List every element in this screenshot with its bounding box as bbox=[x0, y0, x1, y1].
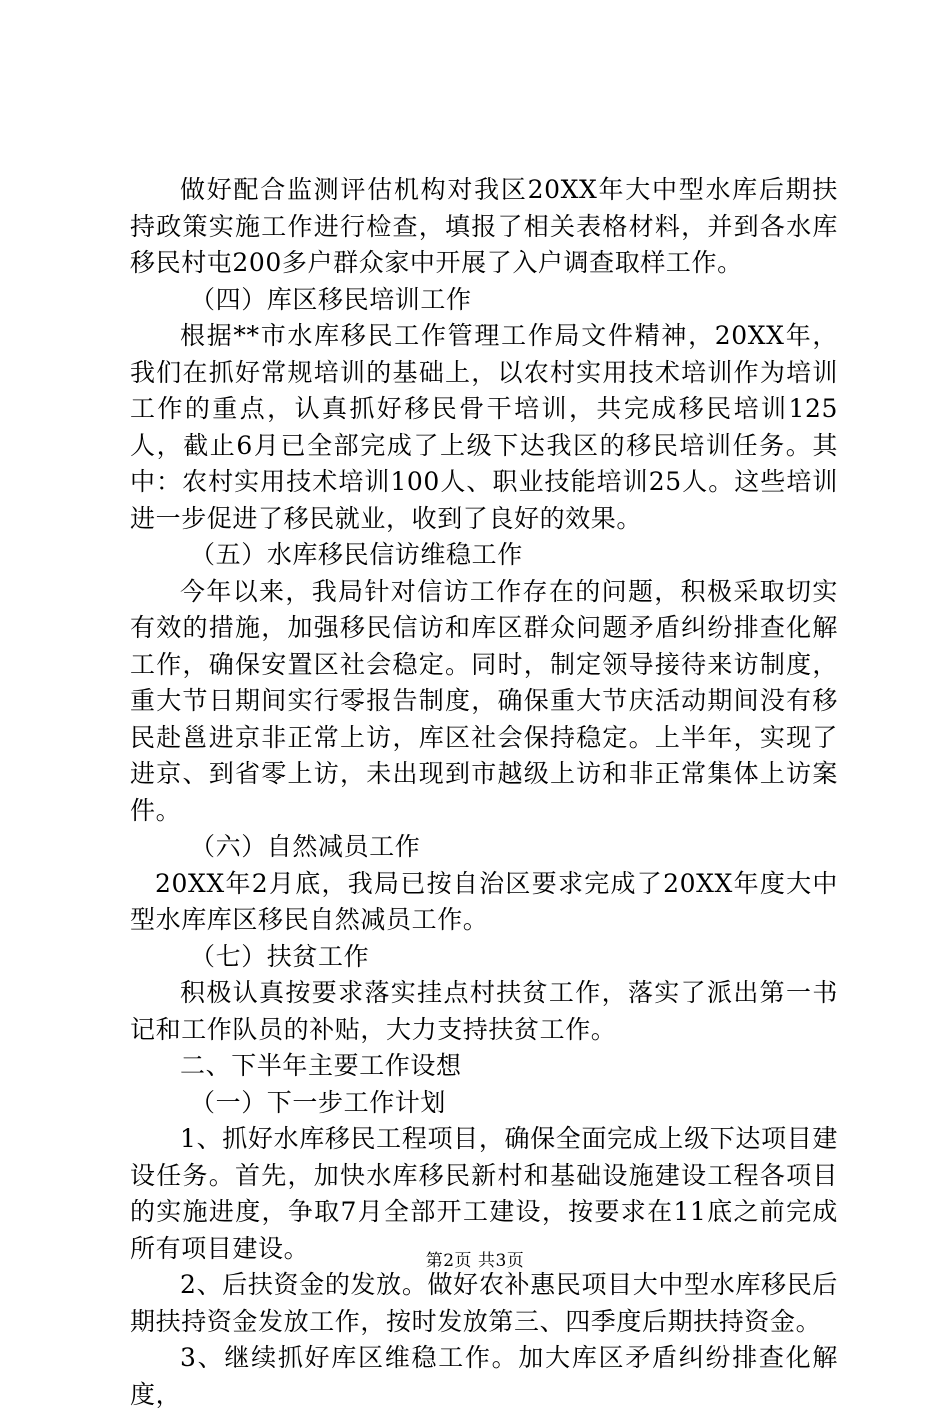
section-heading: （四）库区移民培训工作 bbox=[190, 284, 472, 314]
paragraph: 20XX年2月底，我局已按自治区要求完成了20XX年度大中型水库库区移民自然减员工作。 bbox=[130, 868, 838, 934]
chapter-heading: 二、下半年主要工作设想 bbox=[180, 1051, 462, 1080]
document-body bbox=[130, 172, 838, 1413]
paragraph: 2、后扶资金的发放。做好农补惠民项目大中型水库移民后期扶持资金发放工作，按时发放第三、四季度后期扶持资金。 bbox=[130, 1270, 838, 1336]
section-heading: （七）扶贫工作 bbox=[190, 941, 370, 971]
section-heading: （五）水库移民信访维稳工作 bbox=[190, 540, 523, 569]
paragraph: 1、抓好水库移民工程项目，确保全面完成上级下达项目建设任务。首先，加快水库移民新村和基础设施建设工程各项目的实施进度，争取7月全部开工建设，按要求在11底之前完成所有项目建设。 bbox=[130, 1124, 838, 1263]
section-heading: （一）下一步工作计划 bbox=[190, 1087, 447, 1117]
paragraph: 根据**市水库移民工作管理工作局文件精神，20XX年，我们在抓好常规培训的基础上，以农村实用技术培训作为培训工作的重点，认真抓好移民骨干培训，共完成移民培训125人，截止6月已全部完成了上级下达我区的移民培训任务。其中：农村实用技术培训100人、职业技能培训25人。这些培训进一步促进了移民就业，收到了良好的效果。 bbox=[130, 321, 838, 533]
paragraph: 今年以来，我局针对信访工作存在的问题，积极采取切实有效的措施，加强移民信访和库区群众问题矛盾纠纷排查化解工作，确保安置区社会稳定。同时，制定领导接待来访制度，重大节日期间实行零报告制度，确保重大节庆活动期间没有移民赴邕进京非正常上访，库区社会保持稳定。上半年，实现了进京、到省零上访，未出现到市越级上访和非正常集体上访案件。 bbox=[130, 576, 838, 825]
section-heading: （六）自然减员工作 bbox=[190, 832, 421, 861]
paragraph: 积极认真按要求落实挂点村扶贫工作，落实了派出第一书记和工作队员的补贴，大力支持扶贫工作。 bbox=[130, 978, 838, 1044]
page-number-footer: 第2页 共3页 bbox=[425, 1251, 525, 1271]
paragraph: 做好配合监测评估机构对我区20XX年大中型水库后期扶持政策实施工作进行检查，填报了相关表格材料，并到各水库移民村屯200多户群众家中开展了入户调查取样工作。 bbox=[130, 175, 838, 277]
paragraph: 3、继续抓好库区维稳工作。加大库区矛盾纠纷排查化解度， bbox=[130, 1343, 838, 1409]
